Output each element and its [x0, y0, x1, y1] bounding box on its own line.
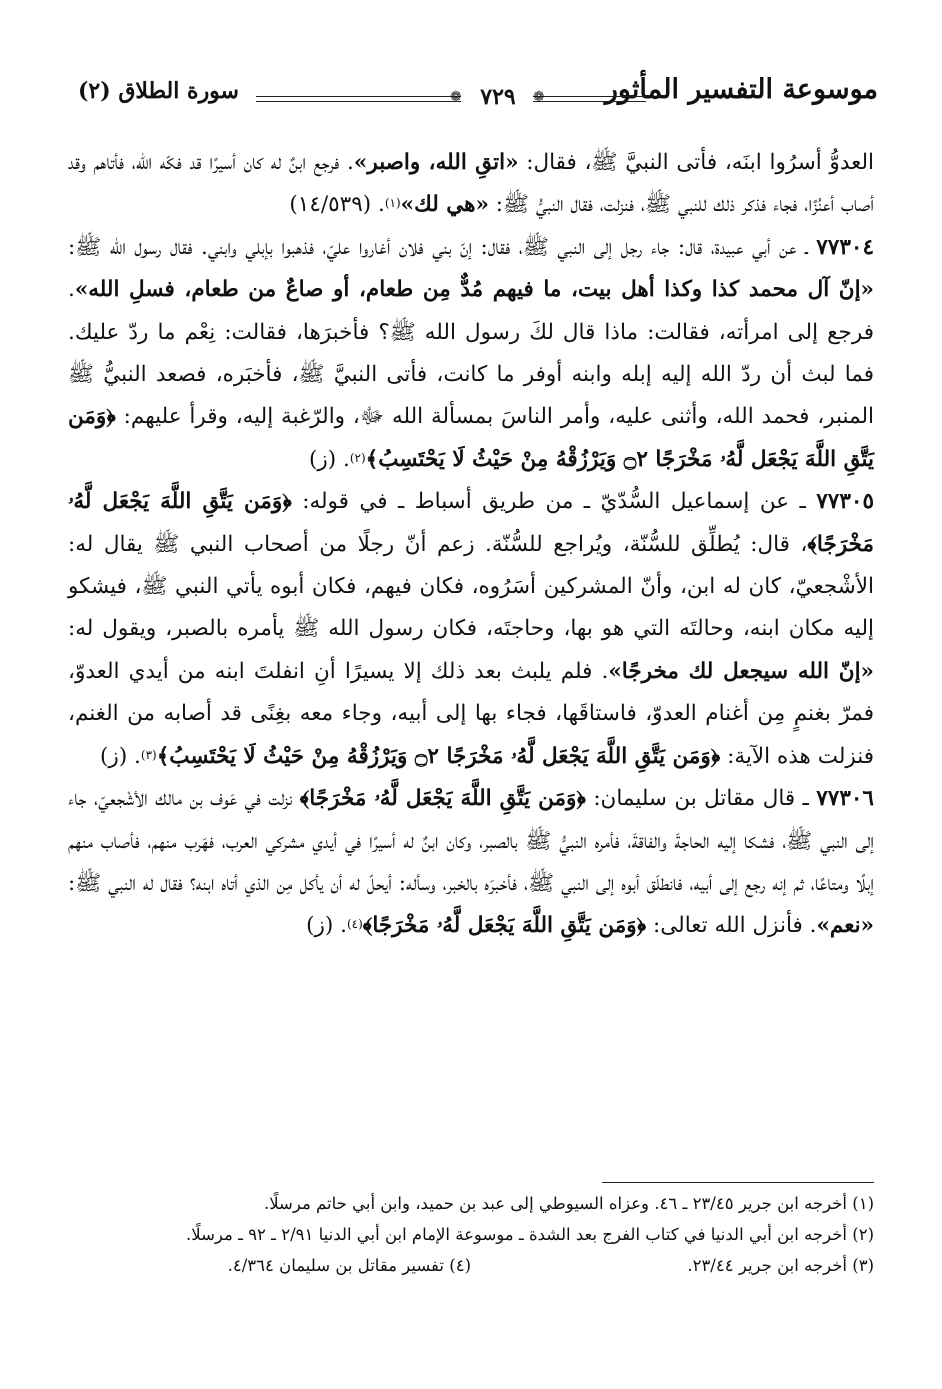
narration-number: ٧٧٣٠٥ — [816, 489, 874, 515]
text: نزلت في عَوف بن مالك الأشْجعيّ، جاء إلى النبي ﷺ، فشكا إليه الحاجةَ والفاقةَ، فأمره النبيُّ ﷺ بالصبر، وكان ابنٌ له أسيرًا في أيدي مشركي العرب، فهَرب منهم، فأصاب منهم إبلًا ومتاعًا، ثم إنه رجع إلى أبيه، فانطلَق أبوه إلى النبي ﷺ، فأخبرَه بالخبر، وسأله: أيحلّ له أن يأكل مِن الذي أتاه ابنه؟ فقال له النبي ﷺ: — [68, 786, 874, 896]
hadith-quote: «هي لك» — [400, 192, 489, 218]
footnote-ref: (٣) — [140, 747, 157, 762]
text: . فرجع إلى امرأته، فقالت: ماذا قال لكَ رسول الله ﷺ؟ فأخبرَها، فقالت: نِعْم ما ردّ عليك. فما لبث أن ردّ الله إليه إبله وابنه أوفر ما كانت، فأتى النبيَّ ﷺ، فأخبَره، فصعد النبيُّ ﷺ المنبر، فحمد الله، وأثنى عليه، وأمر الناسَ بمسألة الله ﷻ، والرّغبة إليه، وقرأ عليهم: — [68, 277, 874, 430]
quran-verse: ﴿وَمَن يَتَّقِ اللَّهَ يَجْعَل لَّهُۥ مَخْرَجًا ۝٢ وَيَرْزُقْهُ مِنْ حَيْثُ لَا يَحْتَسِبُ﴾ — [68, 404, 874, 472]
surah-title: سورة الطلاق (٢) — [78, 78, 239, 104]
narration-77304 — [68, 227, 874, 481]
narration-77305 — [68, 481, 874, 778]
narration-number: ٧٧٣٠٦ — [816, 786, 874, 812]
header-rule — [256, 96, 461, 97]
text: ـ عن إسماعيل السُّدّيّ ـ من طريق أسباط ـ في قوله: — [291, 489, 817, 515]
text: . فأنزل الله تعالى: — [646, 913, 817, 939]
text: ، قال: يُطلِّق للسُّنّة، ويُراجع للسُّنّة. زعم أنّ رجلًا من أصحاب النبي ﷺ يقال له: الأشْجعيّ، كان له ابن، وأنّ المشركين أسَرُوه، فكان فيهم، فكان أبوه يأتي النبي ﷺ، فيشكو إليه مكان ابنه، وحالتَه التي هو بها، وحاجتَه، فكان رسول الله ﷺ يأمره بالصبر، ويقول له: — [68, 531, 874, 642]
footnote-1: (١) أخرجه ابن جرير ٢٣/٤٥ ـ ٤٦. وعزاه السيوطي إلى عبد بن حميد، وابن أبي حاتم مرسلًا. — [263, 1194, 874, 1213]
header-rule — [533, 96, 646, 97]
text: ـ عن أبي عبيدة، قال: جاء رجل إلى النبي ﷺ، فقال: إنّ بني فلان أغاروا عليّ، فذهبوا بإبلي وابني. فقال رسول الله ﷺ: — [68, 234, 817, 260]
text: . فلم يلبث بعد ذلك إلا يسيرًا أنِ انفلتَ ابنه من أيدي العدوّ، فمرّ بغنمٍ مِن أغنام العدوّ، فاستاقَها، فجاء بها إلى أبيه، وجاء معه بغِنًى قد أصابه من الغنم، فنزلت هذه الآية: — [68, 658, 874, 769]
footnotes — [68, 1188, 874, 1281]
text: . (ز) — [308, 446, 350, 472]
footnote-row — [68, 1250, 874, 1281]
text: ـ قال مقاتل بن سليمان: — [585, 786, 817, 812]
quran-verse: ﴿وَمَن يَتَّقِ اللَّهَ يَجْعَل لَّهُۥ مَخْرَجًا ۝٢ وَيَرْزُقْهُ مِنْ حَيْثُ لَا يَحْتَسِبُ﴾ — [156, 743, 721, 769]
footnote-ref: (٢) — [349, 450, 366, 465]
narration-number: ٧٧٣٠٤ — [816, 234, 874, 260]
text: . (ز) — [306, 913, 347, 939]
hadith-quote: «اتقِ الله، واصبر» — [353, 150, 519, 175]
header-rule — [533, 101, 646, 102]
quran-verse: ﴿وَمَن يَتَّقِ اللَّهَ يَجْعَل لَّهُۥ مَخْرَجًا﴾ — [299, 786, 586, 812]
ornament-icon: ❁ — [450, 89, 462, 105]
text: . (١٤/٥٣٩) — [289, 192, 385, 218]
main-text — [68, 142, 874, 948]
text: العدوُّ أسرُوا ابنَه، فأتى النبيَّ ﷺ، فقال: — [518, 150, 874, 175]
text: . فرجع ابنٌ له كان أسيرًا قد فكّه الله، فأتاهم وقد أصاب أعنُزًا، فجاء فذكر ذلك للنبي ﷺ، فنزلت، فقال النبيُّ ﷺ: — [68, 150, 874, 218]
book-title: موسوعة التفسير المأثور — [604, 74, 878, 105]
hadith-quote: «إنّ آل محمد كذا وكذا أهل بيت، ما فيهم مُدٌّ مِن طعام، أو صاعٌ من طعام، فسلِ الله» — [74, 277, 874, 303]
text: . (ز) — [100, 743, 141, 769]
ornament-icon: ❁ — [533, 89, 545, 105]
narration-77306 — [68, 778, 874, 948]
footnote-ref: (٤) — [346, 917, 363, 932]
page-header — [78, 64, 878, 120]
paragraph-continued — [68, 142, 874, 227]
header-rule — [256, 101, 461, 102]
footnote-2: (٢) أخرجه ابن أبي الدنيا في كتاب الفرج بعد الشدة ـ موسوعة الإمام ابن أبي الدنيا ٢/٩١ ـ ٩٢ ـ مرسلًا. — [186, 1225, 874, 1244]
hadith-quote: «إنّ الله سيجعل لك مخرجًا» — [608, 658, 874, 684]
footnote-3: (٣) أخرجه ابن جرير ٢٣/٤٤. — [687, 1256, 874, 1275]
footnote-4: (٤) تفسير مقاتل بن سليمان ٤/٣٦٤. — [227, 1256, 471, 1275]
footnote-separator — [602, 1182, 874, 1183]
page-number: ٧٢٩ — [463, 84, 533, 110]
footnote-ref: (١) — [384, 196, 401, 211]
quran-verse: ﴿وَمَن يَتَّقِ اللَّهَ يَجْعَل لَّهُۥ مَخْرَجًا﴾ — [362, 913, 647, 939]
hadith-quote: «نعم» — [816, 913, 874, 939]
quran-verse: ﴿وَمَن يَتَّقِ اللَّهَ يَجْعَل لَّهُۥ مَخْرَجًا﴾ — [68, 489, 874, 557]
